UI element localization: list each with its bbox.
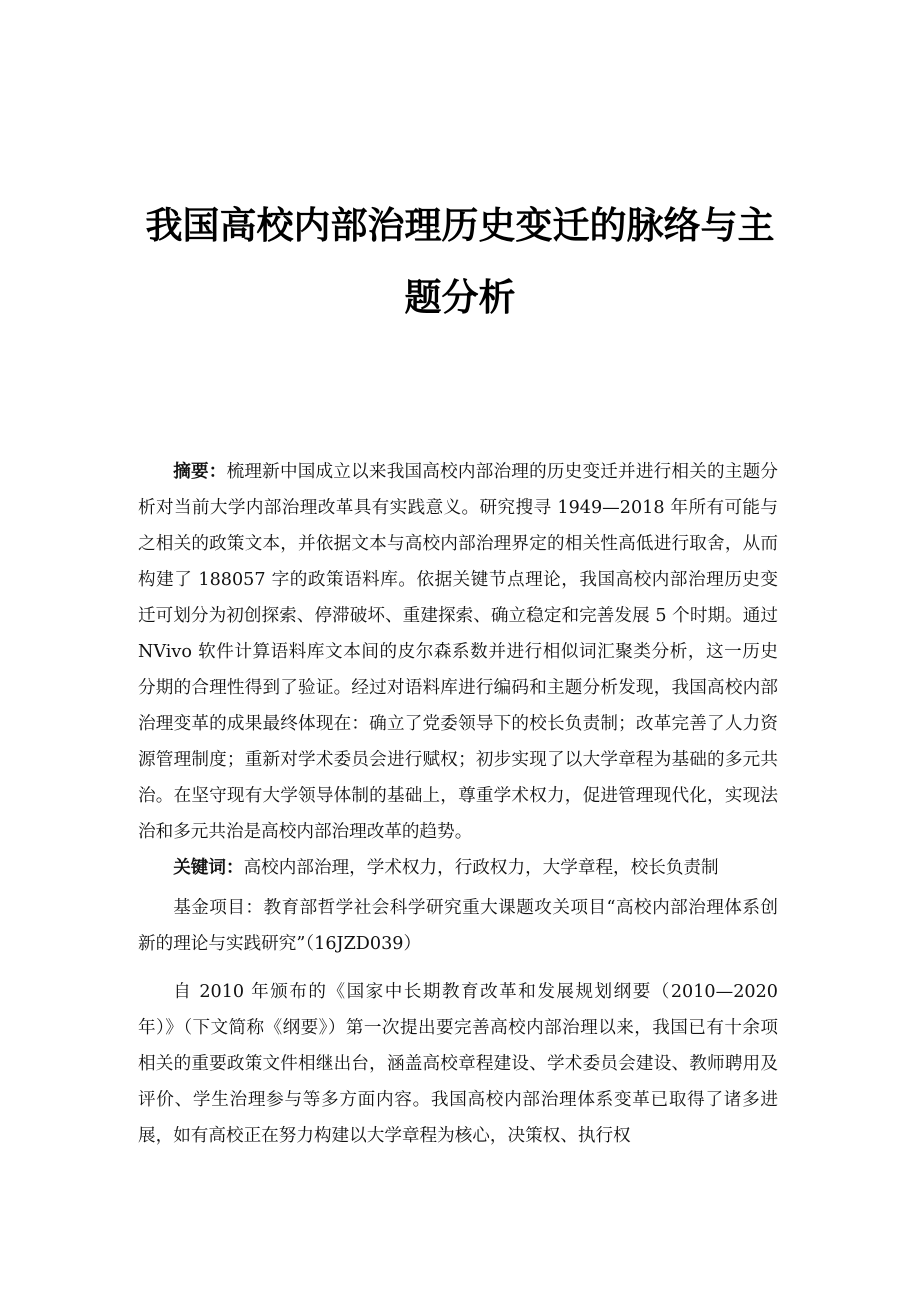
fund-paragraph: 基金项目：教育部哲学社会科学研究重大课题攻关项目“高校内部治理体系创新的理论与实践研究”（16JZD039） — [138, 898, 778, 954]
document-title: 我国高校内部治理历史变迁的脉络与主题分析 — [145, 204, 775, 319]
abstract-paragraph — [138, 454, 778, 850]
keywords-text: 高校内部治理，学术权力，行政权力，大学章程，校长负责制 — [243, 858, 719, 878]
abstract-text: 梳理新中国成立以来我国高校内部治理的历史变迁并进行相关的主题分析对当前大学内部治理改革具有实践意义。研究搜寻 1949—2018 年所有可能与之相关的政策文本，并依据文本与高校内部治理界定的相关性高低进行取舍，从而构建了 188057 字的政策语料库。依据关键节点理论，我国高校内部治理历史变迁可划分为初创探索、停滞破坏、重建探索、确立稳定和完善发展 5 个时期。通过 NVivo 软件计算语料库文本间的皮尔森系数并进行相似词汇聚类分析，这一历史分期的合理性得到了验证。经过对语料库进行编码和主题分析发现，我国高校内部治理变革的成果最终体现在：确立了党委领导下的校长负责制；改革完善了人力资源管理制度；重新对学术委员会进行赋权；初步实现了以大学章程为基础的多元共治。在坚守现有大学领导体制的基础上，尊重学术权力，促进管理现代化，实现法治和多元共治是高校内部治理改革的趋势。 — [138, 462, 778, 842]
keywords-label: 关键词： — [173, 858, 244, 878]
document-body — [138, 454, 778, 1154]
intro-paragraph: 自 2010 年颁布的《国家中长期教育改革和发展规划纲要（2010—2020 年）》（下文简称《纲要》）第一次提出要完善高校内部治理以来，我国已有十余项相关的重要政策文件相继出台，涵盖高校章程建设、学术委员会建设、教师聘用及评价、学生治理参与等多方面内容。我国高校内部治理体系变革已取得了诸多进展，如有高校正在努力构建以大学章程为核心，决策权、执行权 — [138, 982, 778, 1146]
abstract-label: 摘要： — [173, 462, 227, 482]
keywords-paragraph — [138, 850, 778, 886]
